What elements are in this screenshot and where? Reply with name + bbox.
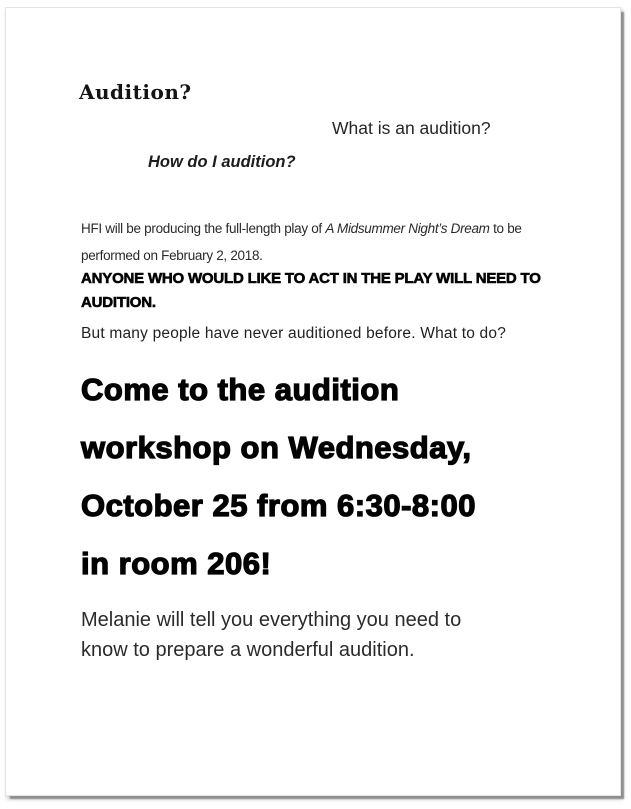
- notice-line-1: ANYONE WHO WOULD LIKE TO ACT IN THE PLAY WILL NEED TO: [81, 270, 541, 287]
- headline-line-1: Come to the audition: [81, 372, 400, 407]
- headline-line-2: workshop on Wednesday,: [81, 430, 472, 465]
- workshop-headline: [81, 361, 476, 593]
- intro-line-1-post: to be: [489, 221, 522, 236]
- notice-line-2: AUDITION.: [81, 293, 156, 311]
- question-how-do-i-audition: How do I audition?: [148, 153, 296, 171]
- intro-line-2: performed on February 2, 2018.: [81, 247, 263, 263]
- closing-line-1: Melanie will tell you everything you need to: [81, 609, 462, 631]
- headline-line-3: October 25 from 6:30-8:00: [81, 488, 476, 523]
- intro-line-1: [81, 216, 522, 243]
- headline-line-4: in room 206!: [81, 546, 272, 581]
- intro-line-1-pre: HFI will be producing the full-length play of: [81, 221, 326, 236]
- closing-line-2: know to prepare a wonderful audition.: [81, 638, 415, 661]
- page-title: Audition?: [79, 80, 192, 104]
- intro-paragraph: [81, 216, 522, 269]
- question-what-is-audition: What is an audition?: [332, 118, 491, 138]
- never-auditioned-text: But many people have never auditioned before. What to do?: [81, 325, 507, 342]
- document-page: [5, 7, 621, 796]
- audition-notice: [81, 267, 541, 314]
- closing-paragraph: [81, 606, 461, 665]
- play-title-italic: A Midsummer Night’s Dream: [325, 221, 490, 236]
